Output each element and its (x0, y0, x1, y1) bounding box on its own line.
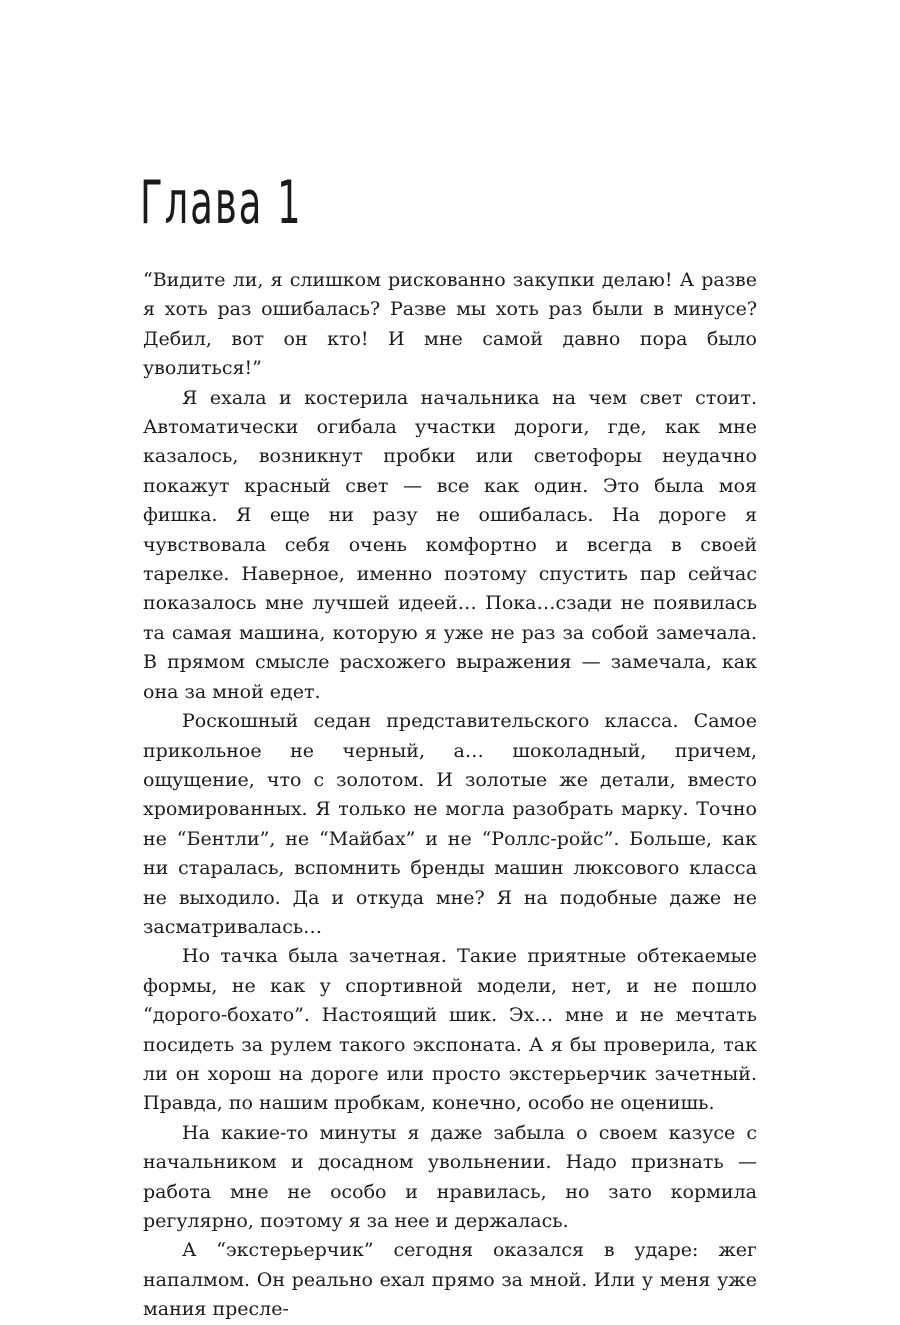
chapter-body (143, 266, 757, 1325)
paragraph-6: А “экстерьерчик” сегодня оказался в ударе: жег напалмом. Он реально ехал прямо за мной. Или у меня уже мания пресле- (143, 1239, 757, 1321)
paragraph-2: Я ехала и костерила начальника на чем свет стоит. Автоматически огибала участки дороги, где, как мне казалось, возникнут пробки или светофоры неудачно покажут красный свет — все как один. Это была моя фишка. Я еще ни разу не ошибалась. На дороге я чувствовала себя очень комфортно и всегда в своей тарелке. Наверное, именно поэтому спустить пар сейчас показалось мне лучшей идеей… Пока…сзади не появилась та самая машина, которую я уже не раз за собой замечала. В прямом смысле расхожего выражения — замечала, как она за мной едет. (143, 386, 757, 703)
paragraph-3: Роскошный седан представительского класса. Самое прикольное не черный, а… шоколадный, причем, ощущение, что с золотом. И золотые же детали, вместо хромированных. Я только не могла разобрать марку. Точно не “Бентли”, не “Майбах” и не “Роллс-ройс”. Больше, как ни старалась, вспомнить бренды машин люксового класса не выходило. Да и откуда мне? Я на подобные даже не засматривалась… (143, 710, 757, 938)
paragraph-5: На какие-то минуты я даже забыла о своем казусе с начальником и досадном увольнении. Надо признать — работа мне не особо и нравилась, но зато кормила регулярно, поэтому я за нее и держалась. (143, 1121, 757, 1232)
chapter-title: Глава 1 (140, 168, 303, 238)
paragraph-4: Но тачка была зачетная. Такие приятные обтекаемые формы, не как у спортивной модели, нет, и не пошло “дорого-бохато”. Настоящий шик. Эх… мне и не мечтать посидеть за рулем такого экспоната. А я бы проверила, так ли он хорош на дороге или просто экстерьерчик зачетный. Правда, по нашим пробкам, конечно, особо не оценишь. (143, 945, 757, 1115)
paragraph-1: “Видите ли, я слишком рискованно закупки делаю! А разве я хоть раз ошибалась? Разве мы хоть раз были в минусе? Дебил, вот он кто! И мне самой давно пора было уволиться!” (143, 269, 757, 380)
